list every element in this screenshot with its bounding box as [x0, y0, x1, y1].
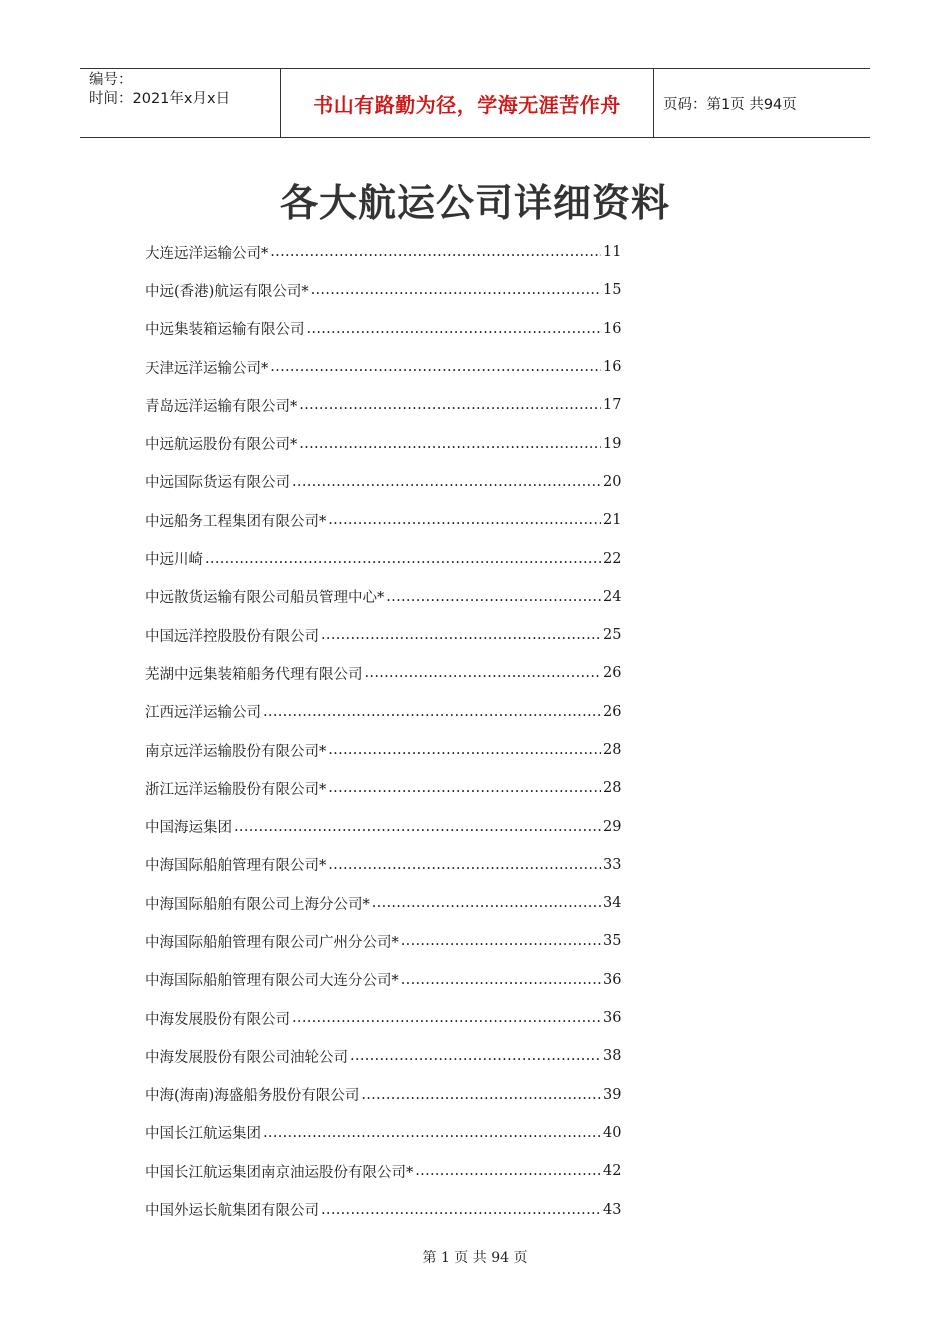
toc-entry-page: 34 [603, 895, 622, 912]
toc-entry-page: 16 [603, 359, 622, 376]
toc-entry-page: 40 [603, 1124, 622, 1141]
toc-entry-name: 中海国际船舶管理有限公司* [145, 858, 327, 875]
toc-entry-name: 中海发展股份有限公司油轮公司 [145, 1049, 348, 1066]
toc-entry-page: 39 [603, 1086, 622, 1103]
toc-entry-page: 33 [603, 856, 622, 873]
time-label: 时间：2021年x月x日 [89, 91, 231, 107]
toc-entry-page: 25 [603, 627, 622, 644]
toc-entry-page: 15 [603, 282, 622, 299]
toc-leader-dots [311, 282, 601, 298]
page-footer: 第 1 页 共 94 页 [422, 1250, 528, 1266]
toc-entry[interactable] [145, 693, 625, 731]
toc-entry-page: 17 [603, 397, 622, 414]
toc-entry[interactable] [145, 539, 625, 577]
toc-entry-page: 43 [603, 1201, 622, 1218]
toc-entry-name: 南京远洋运输股份有限公司* [145, 743, 327, 760]
toc-entry-name: 芜湖中远集装箱船务代理有限公司 [145, 666, 363, 683]
table-of-contents [145, 233, 625, 1229]
toc-entry-name: 大连远洋运输公司* [145, 245, 269, 262]
toc-leader-dots [401, 972, 601, 988]
toc-entry-name: 中海国际船舶有限公司上海分公司* [145, 896, 370, 913]
toc-entry[interactable] [145, 386, 625, 424]
toc-leader-dots [307, 321, 602, 337]
toc-leader-dots [372, 895, 601, 911]
toc-entry-page: 22 [603, 550, 622, 567]
toc-entry[interactable] [145, 1190, 625, 1228]
toc-entry[interactable] [145, 922, 625, 960]
toc-entry-page: 11 [603, 244, 622, 261]
toc-leader-dots [299, 397, 601, 413]
toc-leader-dots [328, 780, 601, 796]
toc-entry[interactable] [145, 271, 625, 309]
page-header [80, 68, 870, 138]
toc-leader-dots [234, 819, 601, 835]
toc-entry-name: 中国外运长航集团有限公司 [145, 1203, 319, 1220]
toc-entry[interactable] [145, 1037, 625, 1075]
header-page-info: 页码：第1页 共94页 [663, 96, 797, 113]
toc-leader-dots [365, 665, 602, 681]
toc-entry-page: 42 [603, 1163, 622, 1180]
toc-entry-page: 29 [603, 818, 622, 835]
toc-entry[interactable] [145, 961, 625, 999]
toc-leader-dots [292, 1010, 601, 1026]
toc-entry[interactable] [145, 807, 625, 845]
toc-entry-name: 中海发展股份有限公司 [145, 1011, 290, 1028]
toc-entry-page: 19 [603, 435, 622, 452]
toc-entry[interactable] [145, 1114, 625, 1152]
toc-entry-name: 中海国际船舶管理有限公司大连分公司* [145, 973, 399, 990]
toc-entry-name: 中远航运股份有限公司* [145, 437, 298, 454]
toc-entry-name: 江西远洋运输公司 [145, 705, 261, 722]
toc-entry-page: 36 [603, 1010, 622, 1027]
toc-entry-name: 中海国际船舶管理有限公司广州分公司* [145, 934, 399, 951]
header-meta [80, 69, 281, 137]
toc-entry[interactable] [145, 1152, 625, 1190]
toc-entry-name: 中海(海南)海盛船务股份有限公司 [145, 1088, 360, 1105]
document-title: 各大航运公司详细资料 [279, 181, 670, 225]
toc-entry-name: 中远国际货运有限公司 [145, 475, 290, 492]
toc-leader-dots [321, 627, 601, 643]
toc-entry-page: 20 [603, 473, 622, 490]
toc-entry[interactable] [145, 578, 625, 616]
toc-leader-dots [361, 1087, 601, 1103]
toc-entry-page: 28 [603, 742, 622, 758]
toc-entry-name: 中远川崎 [145, 552, 203, 569]
toc-entry[interactable] [145, 769, 625, 807]
toc-entry[interactable] [145, 884, 625, 922]
toc-entry-page: 26 [603, 665, 622, 682]
toc-leader-dots [205, 551, 601, 567]
toc-leader-dots [350, 1048, 601, 1064]
toc-entry-name: 青岛远洋运输有限公司* [145, 398, 298, 415]
toc-leader-dots [270, 359, 601, 375]
toc-entry[interactable] [145, 999, 625, 1037]
toc-entry[interactable] [145, 310, 625, 348]
toc-entry-name: 浙江远洋运输股份有限公司* [145, 781, 327, 798]
toc-leader-dots [328, 857, 601, 873]
toc-leader-dots [263, 1125, 601, 1141]
toc-entry-name: 中远(香港)航运有限公司* [145, 283, 309, 300]
toc-entry[interactable] [145, 233, 625, 271]
toc-entry-name: 中远集装箱运输有限公司 [145, 322, 305, 339]
toc-entry-page: 24 [603, 588, 622, 605]
toc-entry-name: 天津远洋运输公司* [145, 360, 269, 377]
toc-entry-name: 中国海运集团 [145, 820, 232, 837]
toc-entry-name: 中国长江航运集团南京油运股份有限公司* [145, 1164, 414, 1181]
toc-entry-page: 38 [603, 1048, 622, 1065]
toc-entry[interactable] [145, 616, 625, 654]
toc-entry-page: 36 [603, 971, 622, 988]
toc-entry-page: 16 [603, 320, 622, 337]
toc-entry-page: 21 [603, 512, 622, 529]
toc-entry-page: 26 [603, 703, 622, 720]
toc-leader-dots [263, 704, 601, 720]
toc-leader-dots [321, 1202, 601, 1218]
toc-entry-name: 中远散货运输有限公司船员管理中心* [145, 590, 385, 607]
toc-leader-dots [299, 436, 601, 452]
toc-leader-dots [415, 1163, 601, 1179]
toc-entry[interactable] [145, 1076, 625, 1114]
toc-entry-name: 中远船务工程集团有限公司* [145, 513, 327, 530]
toc-leader-dots [386, 589, 601, 605]
toc-entry-name: 中国长江航运集团 [145, 1126, 261, 1143]
toc-entry[interactable] [145, 463, 625, 501]
toc-entry[interactable] [145, 846, 625, 884]
toc-entry[interactable] [145, 654, 625, 692]
toc-entry[interactable] [145, 501, 625, 539]
toc-leader-dots [328, 512, 601, 528]
header-motto: 书山有路勤为径，学海无涯苦作舟 [281, 69, 654, 137]
toc-leader-dots [401, 933, 601, 949]
toc-leader-dots [292, 474, 601, 490]
toc-entry[interactable] [145, 348, 625, 386]
toc-entry[interactable] [145, 424, 625, 462]
toc-entry-page: 28 [603, 780, 622, 797]
toc-entry-page: 35 [603, 933, 622, 950]
toc-entry[interactable] [145, 731, 625, 769]
number-label: 编号： [89, 72, 133, 88]
toc-entry-name: 中国远洋控股股份有限公司 [145, 628, 319, 645]
toc-leader-dots [328, 742, 601, 758]
toc-leader-dots [270, 244, 601, 260]
